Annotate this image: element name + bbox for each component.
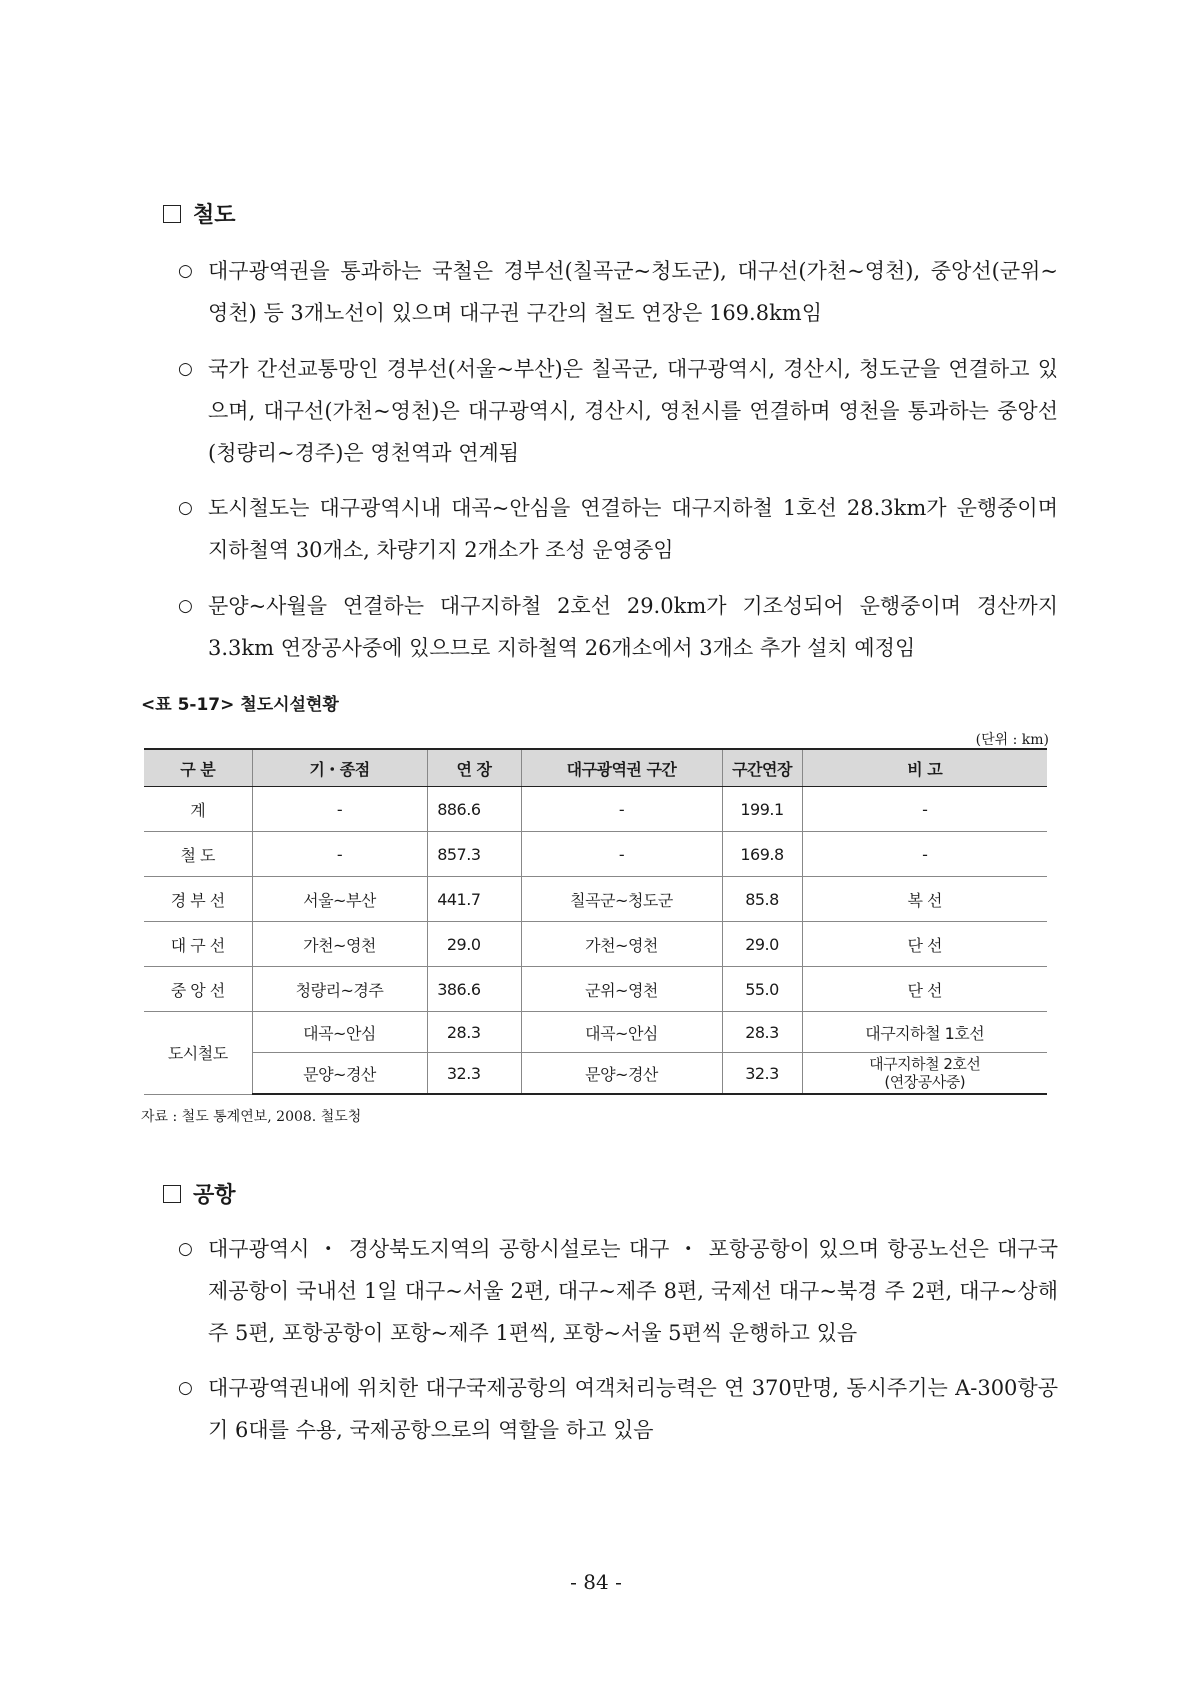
row-ends: 가천~영천 bbox=[252, 922, 427, 967]
table-row bbox=[144, 832, 1047, 877]
row-name: 대 구 선 bbox=[144, 922, 252, 967]
table-source: 자료 : 철도 통계연보, 2008. 철도청 bbox=[141, 1109, 362, 1125]
bullet-circle-icon: ○ bbox=[178, 498, 193, 518]
row-ends: 문양~경산 bbox=[252, 1053, 427, 1095]
railway-bullet-2 bbox=[178, 348, 1058, 474]
railway-bullet-4 bbox=[178, 585, 1058, 669]
row-note: 단 선 bbox=[802, 922, 1047, 967]
row-note: - bbox=[802, 787, 1047, 832]
table-row bbox=[144, 922, 1047, 967]
row-section: - bbox=[521, 832, 722, 877]
row-section-length: 199.1 bbox=[722, 787, 802, 832]
header-cell: 대구광역권 구간 bbox=[521, 749, 722, 787]
bullet-text: 대구광역시 ・ 경상북도지역의 공항시설로는 대구 ・ 포항공항이 있으며 항공노선은 대구국제공항이 국내선 1일 대구~서울 2편, 대구~제주 8편, 국제선 대구~북경 주 2편, 대구~상해 주 5편, 포항공항이 포항~제주 1편씩, 포항~서울 5편씩 운행하고 있음 bbox=[208, 1237, 1058, 1345]
row-section: 칠곡군~청도군 bbox=[521, 877, 722, 922]
row-section: - bbox=[521, 787, 722, 832]
table-unit: (단위 : km) bbox=[975, 732, 1049, 748]
row-section-length: 169.8 bbox=[722, 832, 802, 877]
row-section-length: 28.3 bbox=[722, 1012, 802, 1053]
railway-bullet-3 bbox=[178, 487, 1058, 571]
bullet-circle-icon: ○ bbox=[178, 1378, 193, 1398]
bullet-text: 도시철도는 대구광역시내 대곡~안심을 연결하는 대구지하철 1호선 28.3km가 운행중이며 지하철역 30개소, 차량기지 2개소가 조성 운영중임 bbox=[208, 496, 1058, 562]
row-section: 문양~경산 bbox=[521, 1053, 722, 1095]
header-cell: 구 분 bbox=[144, 749, 252, 787]
row-section: 대곡~안심 bbox=[521, 1012, 722, 1053]
row-section-length: 85.8 bbox=[722, 877, 802, 922]
bullet-text: 국가 간선교통망인 경부선(서울~부산)은 칠곡군, 대구광역시, 경산시, 청도군을 연결하고 있으며, 대구선(가천~영천)은 대구광역시, 경산시, 영천시를 연결하며 영천을 통과하는 중앙선(청량리~경주)은 영천역과 연계됨 bbox=[208, 357, 1058, 465]
row-note bbox=[802, 1053, 1047, 1095]
row-length: 32.3 bbox=[427, 1053, 521, 1095]
row-section-length: 29.0 bbox=[722, 922, 802, 967]
table-row bbox=[144, 967, 1047, 1012]
bullet-text: 문양~사월을 연결하는 대구지하철 2호선 29.0km가 기조성되어 운행중이며 경산까지 3.3km 연장공사중에 있으므로 지하철역 26개소에서 3개소 추가 설치 예정임 bbox=[208, 594, 1058, 660]
row-length: 29.0 bbox=[427, 922, 521, 967]
table-row bbox=[144, 877, 1047, 922]
page-number: - 84 - bbox=[570, 1570, 622, 1594]
header-cell: 연 장 bbox=[427, 749, 521, 787]
row-note: - bbox=[802, 832, 1047, 877]
bullet-circle-icon: ○ bbox=[178, 261, 193, 281]
row-length: 28.3 bbox=[427, 1012, 521, 1053]
table-row bbox=[144, 1053, 1047, 1095]
table-header-row bbox=[144, 749, 1047, 787]
bullet-circle-icon: ○ bbox=[178, 596, 193, 616]
header-cell: 구간연장 bbox=[722, 749, 802, 787]
note-line: 대구지하철 2호선 bbox=[869, 1055, 981, 1073]
checkbox-square-icon bbox=[163, 1185, 181, 1203]
airport-bullet-2 bbox=[178, 1367, 1058, 1451]
railway-bullet-1 bbox=[178, 250, 1058, 334]
checkbox-square-icon bbox=[163, 205, 181, 223]
row-note: 단 선 bbox=[802, 967, 1047, 1012]
row-section: 가천~영천 bbox=[521, 922, 722, 967]
bullet-text: 대구광역권내에 위치한 대구국제공항의 여객처리능력은 연 370만명, 동시주기는 A-300항공기 6대를 수용, 국제공항으로의 역할을 하고 있음 bbox=[208, 1376, 1058, 1442]
airport-heading-text: 공항 bbox=[193, 1182, 236, 1208]
table-row bbox=[144, 1012, 1047, 1053]
note-line: (연장공사중) bbox=[884, 1073, 966, 1091]
row-ends: 청량리~경주 bbox=[252, 967, 427, 1012]
bullet-circle-icon: ○ bbox=[178, 1239, 193, 1259]
row-name: 중 앙 선 bbox=[144, 967, 252, 1012]
row-ends: 대곡~안심 bbox=[252, 1012, 427, 1053]
airport-heading bbox=[163, 1178, 236, 1209]
header-cell: 비 고 bbox=[802, 749, 1047, 787]
row-ends: - bbox=[252, 787, 427, 832]
row-note: 복 선 bbox=[802, 877, 1047, 922]
row-note: 대구지하철 1호선 bbox=[802, 1012, 1047, 1053]
airport-bullet-1 bbox=[178, 1228, 1058, 1354]
row-section: 군위~영천 bbox=[521, 967, 722, 1012]
header-cell: 기・종점 bbox=[252, 749, 427, 787]
railway-heading-text: 철도 bbox=[193, 202, 236, 228]
row-name: 경 부 선 bbox=[144, 877, 252, 922]
bullet-circle-icon: ○ bbox=[178, 359, 193, 379]
row-section-length: 32.3 bbox=[722, 1053, 802, 1095]
row-name: 도시철도 bbox=[144, 1012, 252, 1095]
row-ends: - bbox=[252, 832, 427, 877]
row-length: 886.6 bbox=[427, 787, 521, 832]
bullet-text: 대구광역권을 통과하는 국철은 경부선(칠곡군~청도군), 대구선(가천~영천), 중앙선(군위~영천) 등 3개노선이 있으며 대구권 구간의 철도 연장은 169.8km임 bbox=[208, 259, 1058, 325]
row-name: 철 도 bbox=[144, 832, 252, 877]
row-length: 857.3 bbox=[427, 832, 521, 877]
railway-heading bbox=[163, 198, 236, 229]
row-section-length: 55.0 bbox=[722, 967, 802, 1012]
table-row bbox=[144, 787, 1047, 832]
row-ends: 서울~부산 bbox=[252, 877, 427, 922]
table-caption: <표 5-17> 철도시설현황 bbox=[141, 695, 339, 715]
railway-facility-table bbox=[144, 748, 1047, 1095]
row-name: 계 bbox=[144, 787, 252, 832]
row-length: 386.6 bbox=[427, 967, 521, 1012]
row-length: 441.7 bbox=[427, 877, 521, 922]
